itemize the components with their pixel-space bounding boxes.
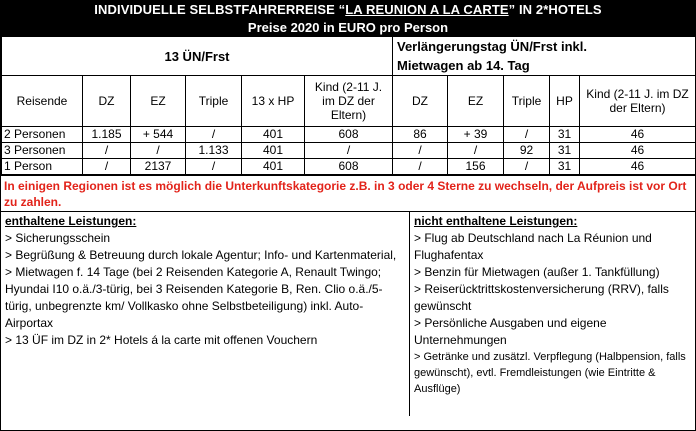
table-cell: 46 (580, 127, 696, 143)
col-header-dz: DZ (83, 76, 131, 127)
title-banner (1, 1, 695, 36)
col-header-ext-triple: Triple (504, 76, 550, 127)
col-header-ext-ez: EZ (448, 76, 504, 127)
table-cell: 31 (550, 143, 580, 159)
group-header-extension (393, 37, 696, 76)
table-cell: 31 (550, 127, 580, 143)
col-header-child: Kind (2-11 J. im DZ der Eltern) (305, 76, 393, 127)
services-section (1, 211, 695, 416)
group-header-13-nights: 13 ÜN/Frst (2, 37, 393, 76)
table-cell: / (186, 127, 242, 143)
group-header-extension-line2: Mietwagen ab 14. Tag (397, 58, 530, 73)
table-cell: / (393, 159, 448, 175)
table-cell: 2 Personen (2, 127, 83, 143)
title-suffix: ” IN 2*HOTELS (508, 2, 602, 17)
table-cell: 46 (580, 159, 696, 175)
table-cell: / (504, 127, 550, 143)
table-cell: 1.185 (83, 127, 131, 143)
table-cell: 86 (393, 127, 448, 143)
table-cell: 608 (305, 159, 393, 175)
title-underlined: LA REUNION A LA CARTE (345, 2, 509, 17)
table-cell: 31 (550, 159, 580, 175)
table-cell: / (186, 159, 242, 175)
included-services (1, 212, 410, 416)
table-row (2, 143, 696, 159)
table-cell: 401 (242, 127, 305, 143)
group-header-extension-line1: Verlängerungstag ÜN/Frst inkl. (397, 39, 587, 54)
table-cell: 3 Personen (2, 143, 83, 159)
table-cell: 156 (448, 159, 504, 175)
page-title (1, 1, 695, 19)
col-header-triple: Triple (186, 76, 242, 127)
list-item: > Getränke und zusätzl. Verpflegung (Halbpension, falls gewünscht), evtl. Fremdleistungen (wie Eintritte & Ausflüge) (414, 351, 686, 395)
col-header-travellers: Reisende (2, 76, 83, 127)
list-item: > Mietwagen f. 14 Tage (bei 2 Reisenden Kategorie A, Renault Twingo; Hyundai I10 o.ä./3-türig, bei 3 Reisenden Kategorie B, Ren. Clio o.ä./5-türig, unbegrenzte km/ Vollkasko ohne Selbstbeteiligung) inkl. Auto-Airportax (5, 265, 383, 330)
table-cell: + 39 (448, 127, 504, 143)
list-item: > Persönliche Ausgaben und eigene Unternehmungen (414, 316, 607, 347)
table-cell: 608 (305, 127, 393, 143)
table-row (2, 127, 696, 143)
table-cell: 1 Person (2, 159, 83, 175)
col-header-13hp: 13 x HP (242, 76, 305, 127)
col-header-ez: EZ (131, 76, 186, 127)
list-item: > Begrüßung & Betreuung durch lokale Agentur; Info- und Kartenmaterial, (5, 248, 397, 262)
table-cell: / (83, 159, 131, 175)
page-subtitle: Preise 2020 in EURO pro Person (247, 20, 449, 35)
table-cell: / (504, 159, 550, 175)
upgrade-note: In einigen Regionen ist es möglich die Unterkunftskategorie z.B. in 3 oder 4 Sterne zu wechseln, der Aufpreis ist vor Ort zu zahlen. (1, 175, 695, 211)
col-header-ext-dz: DZ (393, 76, 448, 127)
table-cell: 92 (504, 143, 550, 159)
table-row (2, 159, 696, 175)
title-prefix: INDIVIDUELLE SELBSTFAHRERREISE “ (94, 2, 346, 17)
list-item: > Flug ab Deutschland nach La Réunion und Flughafentax (414, 231, 652, 262)
list-item: > Benzin für Mietwagen (außer 1. Tankfüllung) (414, 265, 660, 279)
table-cell: / (448, 143, 504, 159)
table-cell: 1.133 (186, 143, 242, 159)
price-table (1, 36, 696, 175)
table-cell: 46 (580, 143, 696, 159)
col-header-ext-child: Kind (2-11 J. im DZ der Eltern) (580, 76, 696, 127)
excluded-services (410, 212, 695, 416)
table-cell: / (83, 143, 131, 159)
table-cell: / (131, 143, 186, 159)
excluded-title: nicht enthaltene Leistungen: (414, 214, 578, 228)
table-cell: / (305, 143, 393, 159)
table-cell: 2137 (131, 159, 186, 175)
list-item: > Reiserücktrittskostenversicherung (RRV), falls gewünscht (414, 282, 669, 313)
table-cell: 401 (242, 159, 305, 175)
table-cell: 401 (242, 143, 305, 159)
table-cell: + 544 (131, 127, 186, 143)
list-item: > 13 ÜF im DZ in 2* Hotels á la carte mit offenen Vouchern (5, 333, 318, 347)
table-cell: / (393, 143, 448, 159)
col-header-ext-hp: HP (550, 76, 580, 127)
included-title: enthaltene Leistungen: (5, 214, 137, 228)
column-header-row (2, 76, 696, 127)
list-item: > Sicherungsschein (5, 231, 111, 245)
